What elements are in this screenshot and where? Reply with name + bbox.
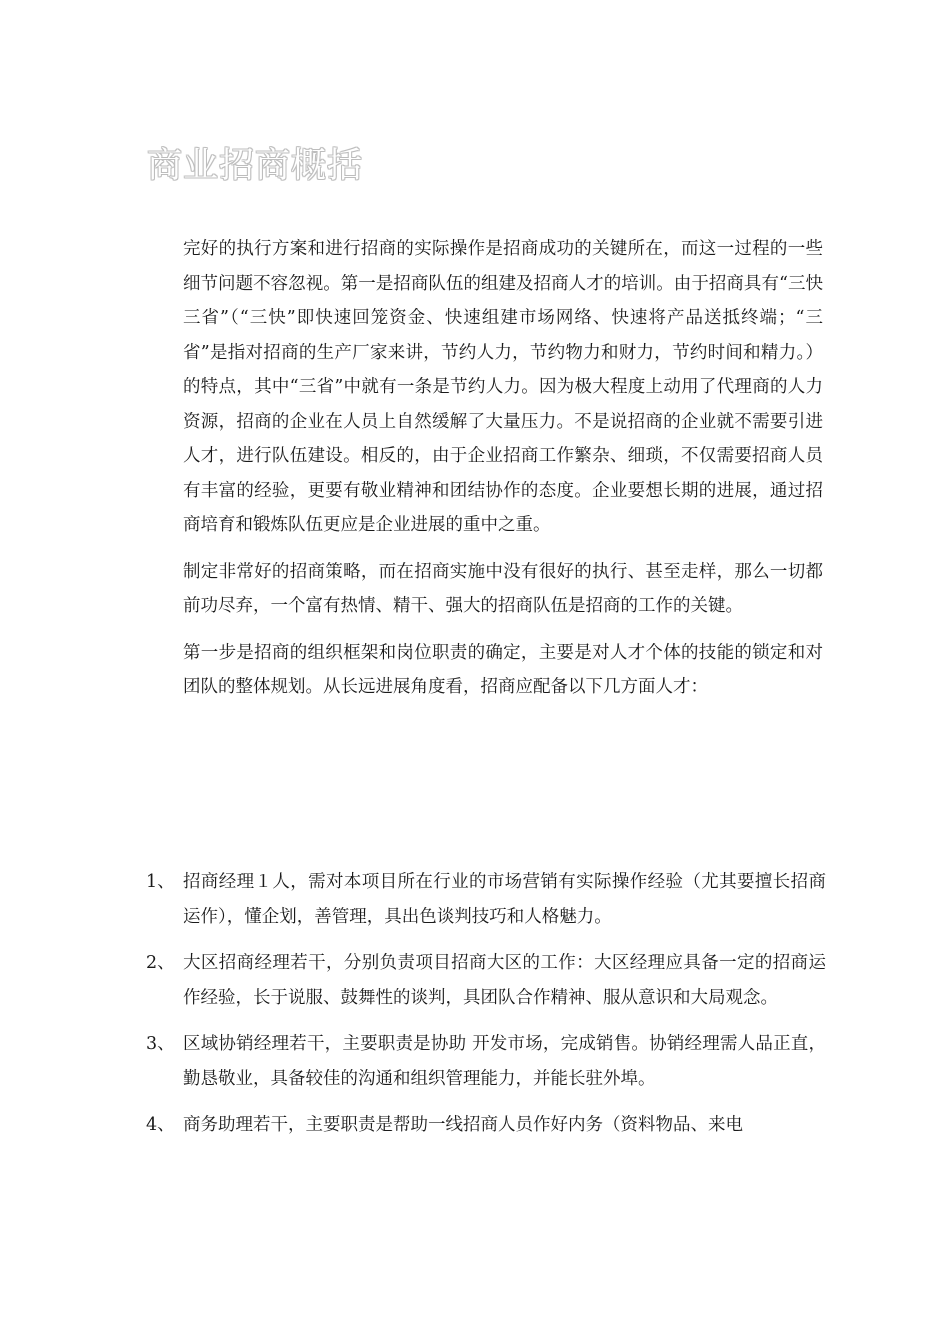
list-item	[146, 1108, 826, 1143]
list-item-number: 2、	[146, 953, 175, 973]
list-item	[146, 946, 826, 1015]
paragraph: 制定非常好的招商策略，而在招商实施中没有很好的执行、甚至走样，那么一切都前功尽弃，一个富有热情、精干、强大的招商队伍是招商的工作的关键。	[183, 561, 823, 616]
paragraph: 第一步是招商的组织框架和岗位职责的确定，主要是对人才个体的技能的锁定和对团队的整体规划。从长远进展角度看，招商应配备以下几方面人才：	[183, 642, 823, 697]
list-item	[146, 1027, 826, 1096]
paragraph: 完好的执行方案和进行招商的实际操作是招商成功的关键所在，而这一过程的一些细节问题不容忽视。第一是招商队伍的组建及招商人才的培训。由于招商具有“三快三省”（“三快”即快速回笼资金、快速组建市场网络、快速将产品送抵终端；“三省”是指对招商的生产厂家来讲，节约人力，节约物力和财力，节约时间和精力。）的特点，其中“三省”中就有一条是节约人力。因为极大程度上动用了代理商的人力资源，招商的企业在人员上自然缓解了大量压力。不是说招商的企业就不需要引进人才，进行队伍建设。相反的，由于企业招商工作繁杂、细琐，不仅需要招商人员有丰富的经验，更要有敬业精神和团结协作的态度。企业要想长期的进展，通过招商培育和锻炼队伍更应是企业进展的重中之重。	[183, 239, 823, 535]
document-body	[183, 232, 823, 717]
document-title: 商业招商概括	[147, 146, 364, 186]
list-item-text: 区域协销经理若干，主要职责是协助 开发市场，完成销售。协销经理需人品正直，勤恳敬业，具备较佳的沟通和组织管理能力，并能长驻外埠。	[183, 1034, 826, 1089]
numbered-list	[146, 865, 826, 1155]
list-item-number: 3、	[146, 1034, 175, 1054]
list-item-number: 4、	[146, 1115, 175, 1135]
list-item-text: 招商经理１人，需对本项目所在行业的市场营销有实际操作经验（尤其要擅长招商运作），懂企划，善管理，具出色谈判技巧和人格魅力。	[183, 872, 826, 927]
list-item-text: 商务助理若干，主要职责是帮助一线招商人员作好内务（资料物品、来电	[183, 1115, 743, 1135]
list-item-text: 大区招商经理若干，分别负责项目招商大区的工作：大区经理应具备一定的招商运作经验，长于说服、鼓舞性的谈判，具团队合作精神、服从意识和大局观念。	[183, 953, 826, 1008]
list-item	[146, 865, 826, 934]
list-item-number: 1、	[146, 872, 175, 892]
